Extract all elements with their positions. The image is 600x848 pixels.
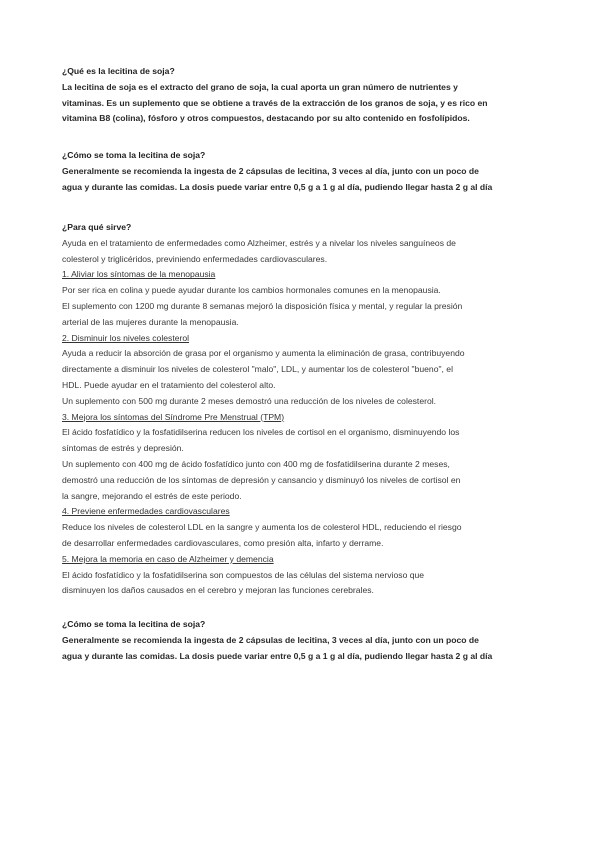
section-what-is bbox=[62, 64, 542, 127]
paragraph-line: agua y durante las comidas. La dosis puede variar entre 0,5 g a 1 g al día, pudiendo llegar hasta 2 g al día bbox=[62, 181, 493, 192]
paragraph-line: Generalmente se recomienda la ingesta de 2 cápsulas de lecitina, 3 veces al día, junto con un poco de bbox=[62, 634, 479, 645]
section-how-to-take bbox=[62, 148, 542, 195]
paragraph-line: Un suplemento con 400 mg de ácido fosfatídico junto con 400 mg de fosfatidilserina durante 2 meses, bbox=[62, 458, 450, 469]
paragraph-line: El suplemento con 1200 mg durante 8 semanas mejoró la disposición física y mental, y regular la presión bbox=[62, 300, 463, 311]
paragraph-line: arterial de las mujeres durante la menopausia. bbox=[62, 316, 239, 327]
paragraph-line: agua y durante las comidas. La dosis puede variar entre 0,5 g a 1 g al día, pudiendo llegar hasta 2 g al día bbox=[62, 650, 493, 661]
paragraph-line: directamente a disminuir los niveles de colesterol "malo", LDL, y aumentar los de colesterol "bueno", el bbox=[62, 364, 453, 375]
paragraph-line: El ácido fosfatídico y la fosfatidilserina reducen los niveles de cortisol en el organismo, disminuyendo los bbox=[62, 427, 460, 438]
benefit-heading-pms: 3. Mejora los síntomas del Síndrome Pre Menstrual (TPM) bbox=[62, 411, 285, 422]
paragraph-line: Reduce los niveles de colesterol LDL en la sangre y aumenta los de colesterol HDL, reduciendo el riesgo bbox=[62, 522, 462, 533]
section-what-for bbox=[62, 220, 542, 599]
paragraph-line: Por ser rica en colina y puede ayudar durante los cambios hormonales comunes en la menopausia. bbox=[62, 285, 441, 296]
paragraph-line: Un suplemento con 500 mg durante 2 meses demostró una reducción de los niveles de colesterol. bbox=[62, 395, 437, 406]
paragraph-line: colesterol y triglicéridos, previniendo enfermedades cardiovasculares. bbox=[62, 253, 328, 264]
paragraph-line: síntomas de estrés y depresión. bbox=[62, 443, 184, 454]
section-heading: ¿Cómo se toma la lecitina de soja? bbox=[62, 150, 206, 160]
benefit-heading-cardiovascular: 4. Previene enfermedades cardiovasculares bbox=[62, 506, 230, 517]
paragraph-line: vitamina B8 (colina), fósforo y otros compuestos, destacando por su alto contenido en fosfolípidos. bbox=[62, 113, 470, 124]
section-how-to-take-repeat bbox=[62, 617, 542, 664]
benefit-heading-memory: 5. Mejora la memoria en caso de Alzheimer y demencia bbox=[62, 553, 274, 564]
paragraph-line: demostró una reducción de los síntomas de depresión y cansancio y disminuyó los niveles de cortisol en bbox=[62, 474, 461, 485]
paragraph-line: vitaminas. Es un suplemento que se obtiene a través de la extracción de los granos de soja, y es rico en bbox=[62, 97, 488, 108]
section-heading: ¿Qué es la lecitina de soja? bbox=[62, 66, 175, 76]
paragraph-line: HDL. Puede ayudar en el tratamiento del colesterol alto. bbox=[62, 379, 276, 390]
paragraph-line: El ácido fosfatídico y la fosfatidilserina son compuestos de las células del sistema nervioso que bbox=[62, 569, 425, 580]
paragraph-line: Generalmente se recomienda la ingesta de 2 cápsulas de lecitina, 3 veces al día, junto con un poco de bbox=[62, 165, 479, 176]
paragraph-line: Ayuda a reducir la absorción de grasa por el organismo y aumenta la eliminación de grasa, contribuyendo bbox=[62, 348, 465, 359]
paragraph-line: disminuyen los daños causados en el cerebro y mejoran las funciones cerebrales. bbox=[62, 585, 374, 596]
paragraph-line: la sangre, mejorando el estrés de este periodo. bbox=[62, 490, 242, 501]
paragraph-line: La lecitina de soja es el extracto del grano de soja, la cual aporta un gran número de nutrientes y bbox=[62, 81, 458, 92]
section-heading: ¿Cómo se toma la lecitina de soja? bbox=[62, 619, 206, 629]
benefit-heading-menopause: 1. Aliviar los síntomas de la menopausia bbox=[62, 269, 216, 280]
section-heading: ¿Para qué sirve? bbox=[62, 222, 132, 232]
benefit-heading-cholesterol: 2. Disminuir los niveles colesterol bbox=[62, 332, 190, 343]
paragraph-line: de desarrollar enfermedades cardiovasculares, como presión alta, infarto y derrame. bbox=[62, 537, 384, 548]
paragraph-line: Ayuda en el tratamiento de enfermedades como Alzheimer, estrés y a nivelar los niveles sanguíneos de bbox=[62, 237, 456, 248]
